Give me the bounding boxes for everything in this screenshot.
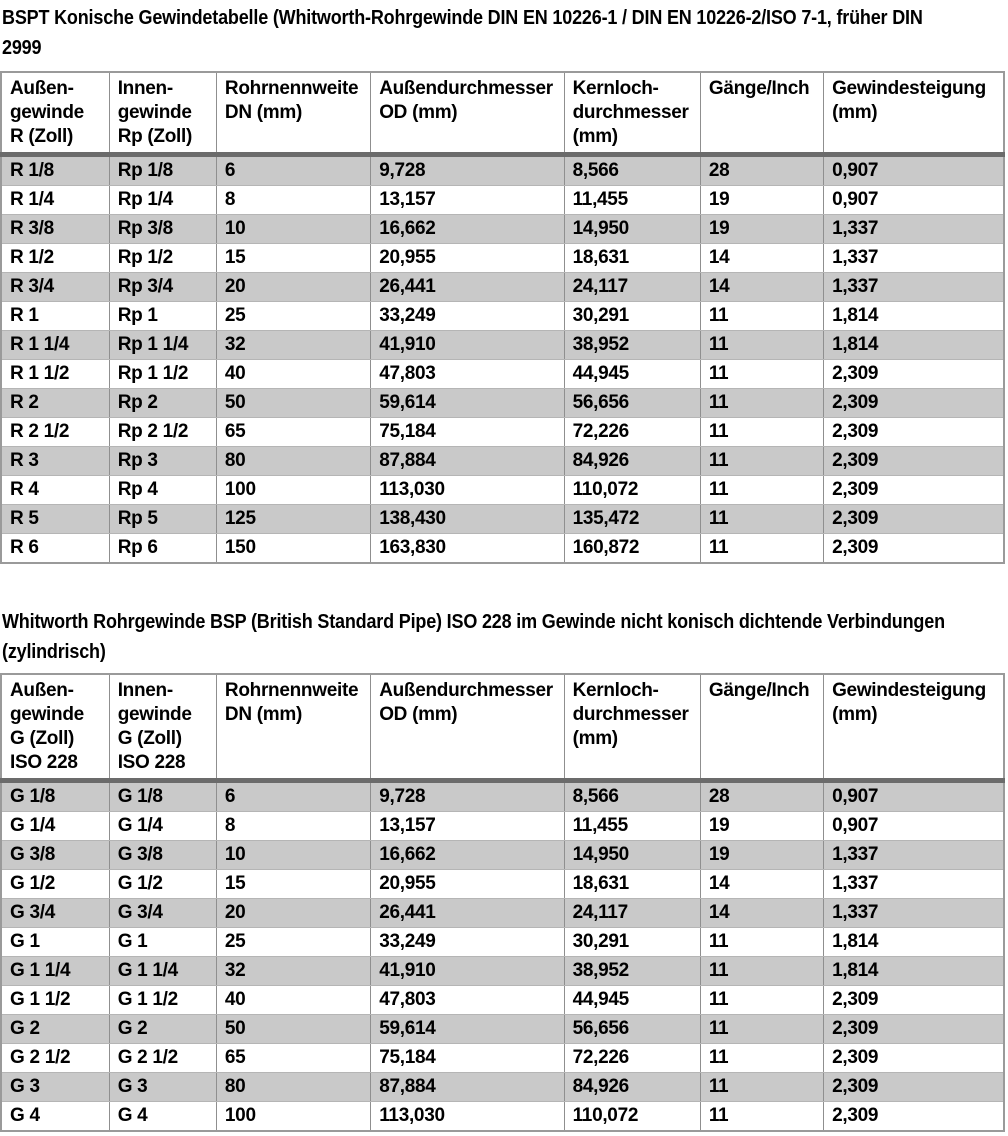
table-cell: 50 <box>216 1015 370 1044</box>
bspt-table-title: BSPT Konische Gewindetabelle (Whitworth-Rohrgewinde DIN EN 10226-1 / DIN EN 10226-2/ISO 7-1, früher DIN 2999 <box>2 7 923 59</box>
table-cell: R 5 <box>1 505 109 534</box>
table-cell: 1,814 <box>824 302 1004 331</box>
table-row <box>1 1044 1004 1073</box>
table-cell: G 2 1/2 <box>1 1044 109 1073</box>
table-cell: 28 <box>700 155 823 186</box>
table-cell: 44,945 <box>564 986 700 1015</box>
table-cell: Rp 3 <box>109 447 216 476</box>
table-cell: 2,309 <box>824 1073 1004 1102</box>
table-cell: 2,309 <box>824 986 1004 1015</box>
table-cell: 11 <box>700 389 823 418</box>
table-cell: 87,884 <box>371 1073 564 1102</box>
table-cell: G 3 <box>1 1073 109 1102</box>
table-cell: Rp 6 <box>109 534 216 564</box>
table-cell: 6 <box>216 155 370 186</box>
table-cell: 14 <box>700 870 823 899</box>
table-row <box>1 273 1004 302</box>
table-cell: 0,907 <box>824 155 1004 186</box>
table-cell: 72,226 <box>564 418 700 447</box>
table-cell: 15 <box>216 870 370 899</box>
table-cell: 9,728 <box>371 155 564 186</box>
table-cell: 2,309 <box>824 389 1004 418</box>
column-header: Gewindesteigung (mm) <box>824 674 1004 781</box>
table-cell: G 3/4 <box>109 899 216 928</box>
table-cell: 26,441 <box>371 273 564 302</box>
table-cell: 18,631 <box>564 244 700 273</box>
table-cell: 40 <box>216 986 370 1015</box>
table-cell: 14 <box>700 273 823 302</box>
table-cell: 59,614 <box>371 389 564 418</box>
table-cell: Rp 1/2 <box>109 244 216 273</box>
table-cell: 110,072 <box>564 476 700 505</box>
table-cell: 33,249 <box>371 928 564 957</box>
column-header: Innen- gewinde G (Zoll) ISO 228 <box>109 674 216 781</box>
table-cell: 6 <box>216 781 370 812</box>
table-cell: 1,814 <box>824 928 1004 957</box>
table-cell: 1,337 <box>824 841 1004 870</box>
table-row <box>1 1073 1004 1102</box>
table-cell: 41,910 <box>371 331 564 360</box>
table-cell: G 1/8 <box>109 781 216 812</box>
column-header: Rohrnennweite DN (mm) <box>216 674 370 781</box>
column-header: Außendurchmesser OD (mm) <box>371 72 564 155</box>
table-cell: 14,950 <box>564 215 700 244</box>
table-cell: R 3 <box>1 447 109 476</box>
table-cell: 11,455 <box>564 186 700 215</box>
table-cell: 1,337 <box>824 899 1004 928</box>
column-header: Außen- gewinde G (Zoll) ISO 228 <box>1 674 109 781</box>
table-cell: 100 <box>216 1102 370 1132</box>
column-header: Kernloch- durchmesser (mm) <box>564 674 700 781</box>
column-header: Gänge/Inch <box>700 72 823 155</box>
table-cell: 15 <box>216 244 370 273</box>
table-cell: 38,952 <box>564 331 700 360</box>
table-cell: 13,157 <box>371 812 564 841</box>
table-row <box>1 957 1004 986</box>
table-row <box>1 534 1004 564</box>
table-cell: 20,955 <box>371 870 564 899</box>
table-cell: 25 <box>216 302 370 331</box>
table-cell: 11 <box>700 331 823 360</box>
table-row <box>1 505 1004 534</box>
table-row <box>1 1102 1004 1132</box>
table-cell: 18,631 <box>564 870 700 899</box>
table-cell: 20 <box>216 899 370 928</box>
column-header: Außendurchmesser OD (mm) <box>371 674 564 781</box>
table-cell: 110,072 <box>564 1102 700 1132</box>
table-cell: G 3/8 <box>1 841 109 870</box>
column-header: Gewindesteigung (mm) <box>824 72 1004 155</box>
table-cell: 11 <box>700 1015 823 1044</box>
table-row <box>1 476 1004 505</box>
table-cell: 56,656 <box>564 389 700 418</box>
table-cell: Rp 3/8 <box>109 215 216 244</box>
table-cell: 13,157 <box>371 186 564 215</box>
table-cell: 19 <box>700 215 823 244</box>
table-cell: 1,814 <box>824 957 1004 986</box>
table-cell: R 1 1/4 <box>1 331 109 360</box>
table-row <box>1 389 1004 418</box>
table-cell: G 1/4 <box>109 812 216 841</box>
table-cell: 135,472 <box>564 505 700 534</box>
table-cell: 14,950 <box>564 841 700 870</box>
table-cell: 30,291 <box>564 928 700 957</box>
table-cell: 1,337 <box>824 215 1004 244</box>
table-cell: 8 <box>216 812 370 841</box>
table-cell: 0,907 <box>824 812 1004 841</box>
table-cell: 59,614 <box>371 1015 564 1044</box>
table-cell: 11 <box>700 957 823 986</box>
table-cell: 72,226 <box>564 1044 700 1073</box>
table-cell: G 1 1/2 <box>1 986 109 1015</box>
table-cell: G 2 <box>109 1015 216 1044</box>
table-cell: 10 <box>216 215 370 244</box>
table-cell: Rp 4 <box>109 476 216 505</box>
table-cell: 47,803 <box>371 986 564 1015</box>
table-cell: 8 <box>216 186 370 215</box>
table-cell: G 1/8 <box>1 781 109 812</box>
table-cell: G 1 1/4 <box>1 957 109 986</box>
table-cell: 16,662 <box>371 841 564 870</box>
table-cell: 11 <box>700 534 823 564</box>
table-cell: Rp 2 <box>109 389 216 418</box>
table-cell: 2,309 <box>824 1102 1004 1132</box>
table-cell: 20 <box>216 273 370 302</box>
table-cell: R 1 <box>1 302 109 331</box>
table-cell: 8,566 <box>564 781 700 812</box>
table-cell: 11 <box>700 360 823 389</box>
table-cell: R 1/2 <box>1 244 109 273</box>
table-cell: 84,926 <box>564 1073 700 1102</box>
table-cell: Rp 1/4 <box>109 186 216 215</box>
bsp-table-title: Whitworth Rohrgewinde BSP (British Standard Pipe) ISO 228 im Gewinde nicht konisch dichtende Verbindungen (zylindrisch) <box>2 611 945 663</box>
table-cell: 56,656 <box>564 1015 700 1044</box>
table-cell: R 1/4 <box>1 186 109 215</box>
table-cell: 10 <box>216 841 370 870</box>
bsp-thread-table <box>0 673 1005 1132</box>
table-cell: 84,926 <box>564 447 700 476</box>
column-header: Kernloch- durchmesser (mm) <box>564 72 700 155</box>
column-header: Innen- gewinde Rp (Zoll) <box>109 72 216 155</box>
header-row <box>1 72 1004 155</box>
table-row <box>1 870 1004 899</box>
table-cell: 2,309 <box>824 534 1004 564</box>
table-cell: 113,030 <box>371 1102 564 1132</box>
table-cell: 11 <box>700 986 823 1015</box>
table-cell: Rp 1 1/4 <box>109 331 216 360</box>
table-cell: G 4 <box>1 1102 109 1132</box>
table-cell: G 1 1/4 <box>109 957 216 986</box>
table-cell: G 2 1/2 <box>109 1044 216 1073</box>
table-cell: R 1 1/2 <box>1 360 109 389</box>
column-header: Rohrnennweite DN (mm) <box>216 72 370 155</box>
table-cell: Rp 3/4 <box>109 273 216 302</box>
table-cell: G 3/8 <box>109 841 216 870</box>
table-cell: 24,117 <box>564 899 700 928</box>
table-cell: 0,907 <box>824 186 1004 215</box>
table-cell: 11 <box>700 928 823 957</box>
table-cell: 80 <box>216 1073 370 1102</box>
table-cell: R 2 <box>1 389 109 418</box>
table-cell: G 1 <box>1 928 109 957</box>
table-cell: 163,830 <box>371 534 564 564</box>
table-cell: 1,337 <box>824 244 1004 273</box>
table-row <box>1 186 1004 215</box>
table-cell: G 1 1/2 <box>109 986 216 1015</box>
table-cell: Rp 1/8 <box>109 155 216 186</box>
table-cell: 14 <box>700 899 823 928</box>
table-cell: R 3/4 <box>1 273 109 302</box>
table-cell: 47,803 <box>371 360 564 389</box>
table-cell: 2,309 <box>824 1015 1004 1044</box>
column-header: Außen- gewinde R (Zoll) <box>1 72 109 155</box>
table-row <box>1 331 1004 360</box>
table-cell: 16,662 <box>371 215 564 244</box>
table-cell: 20,955 <box>371 244 564 273</box>
table-cell: G 1 <box>109 928 216 957</box>
table-row <box>1 1015 1004 1044</box>
table-cell: 40 <box>216 360 370 389</box>
table-cell: 125 <box>216 505 370 534</box>
table-row <box>1 418 1004 447</box>
table-cell: 26,441 <box>371 899 564 928</box>
table-cell: 75,184 <box>371 418 564 447</box>
table-cell: G 1/2 <box>109 870 216 899</box>
table-cell: 0,907 <box>824 781 1004 812</box>
table-cell: 1,337 <box>824 870 1004 899</box>
table-cell: 11 <box>700 1044 823 1073</box>
table-cell: 113,030 <box>371 476 564 505</box>
header-row <box>1 674 1004 781</box>
table-cell: R 1/8 <box>1 155 109 186</box>
table-cell: 11 <box>700 418 823 447</box>
table-cell: Rp 1 1/2 <box>109 360 216 389</box>
table-cell: 50 <box>216 389 370 418</box>
table-row <box>1 302 1004 331</box>
table-cell: R 6 <box>1 534 109 564</box>
bspt-thread-table <box>0 71 1005 564</box>
table-cell: 19 <box>700 186 823 215</box>
table-cell: G 2 <box>1 1015 109 1044</box>
table-row <box>1 986 1004 1015</box>
table-row <box>1 215 1004 244</box>
table-cell: 138,430 <box>371 505 564 534</box>
table-cell: 9,728 <box>371 781 564 812</box>
table-cell: 11,455 <box>564 812 700 841</box>
column-header: Gänge/Inch <box>700 674 823 781</box>
table-cell: 160,872 <box>564 534 700 564</box>
table-cell: 41,910 <box>371 957 564 986</box>
table-cell: 8,566 <box>564 155 700 186</box>
table-cell: 25 <box>216 928 370 957</box>
table-cell: 87,884 <box>371 447 564 476</box>
table-cell: Rp 5 <box>109 505 216 534</box>
table-cell: G 3/4 <box>1 899 109 928</box>
table-row <box>1 155 1004 186</box>
table-row <box>1 244 1004 273</box>
table-cell: 30,291 <box>564 302 700 331</box>
table-cell: 2,309 <box>824 505 1004 534</box>
table-cell: 11 <box>700 302 823 331</box>
table-cell: 2,309 <box>824 418 1004 447</box>
table-cell: R 2 1/2 <box>1 418 109 447</box>
table-cell: 11 <box>700 476 823 505</box>
table-row <box>1 360 1004 389</box>
table-cell: 1,814 <box>824 331 1004 360</box>
table-row <box>1 841 1004 870</box>
table-cell: 75,184 <box>371 1044 564 1073</box>
table-cell: 19 <box>700 841 823 870</box>
table-cell: G 1/2 <box>1 870 109 899</box>
table-cell: 19 <box>700 812 823 841</box>
table-cell: 28 <box>700 781 823 812</box>
table-cell: G 3 <box>109 1073 216 1102</box>
table-row <box>1 928 1004 957</box>
table-row <box>1 812 1004 841</box>
table-cell: 2,309 <box>824 447 1004 476</box>
table-cell: 100 <box>216 476 370 505</box>
table-cell: 2,309 <box>824 360 1004 389</box>
table-row <box>1 899 1004 928</box>
table-cell: 1,337 <box>824 273 1004 302</box>
table-cell: 32 <box>216 957 370 986</box>
table-row <box>1 447 1004 476</box>
table-cell: 33,249 <box>371 302 564 331</box>
table-cell: 32 <box>216 331 370 360</box>
table-cell: 11 <box>700 505 823 534</box>
table-cell: Rp 1 <box>109 302 216 331</box>
table-cell: 2,309 <box>824 476 1004 505</box>
table-cell: 11 <box>700 1073 823 1102</box>
table-cell: 80 <box>216 447 370 476</box>
table-cell: 150 <box>216 534 370 564</box>
table-cell: 11 <box>700 1102 823 1132</box>
table-cell: 65 <box>216 418 370 447</box>
table-row <box>1 781 1004 812</box>
table-cell: 24,117 <box>564 273 700 302</box>
table-cell: 2,309 <box>824 1044 1004 1073</box>
table-cell: G 1/4 <box>1 812 109 841</box>
table-cell: R 4 <box>1 476 109 505</box>
table-cell: 14 <box>700 244 823 273</box>
document <box>0 3 1008 1132</box>
table-cell: 65 <box>216 1044 370 1073</box>
table-cell: R 3/8 <box>1 215 109 244</box>
table-cell: 44,945 <box>564 360 700 389</box>
table-cell: 11 <box>700 447 823 476</box>
table-cell: 38,952 <box>564 957 700 986</box>
table-cell: G 4 <box>109 1102 216 1132</box>
table-cell: Rp 2 1/2 <box>109 418 216 447</box>
